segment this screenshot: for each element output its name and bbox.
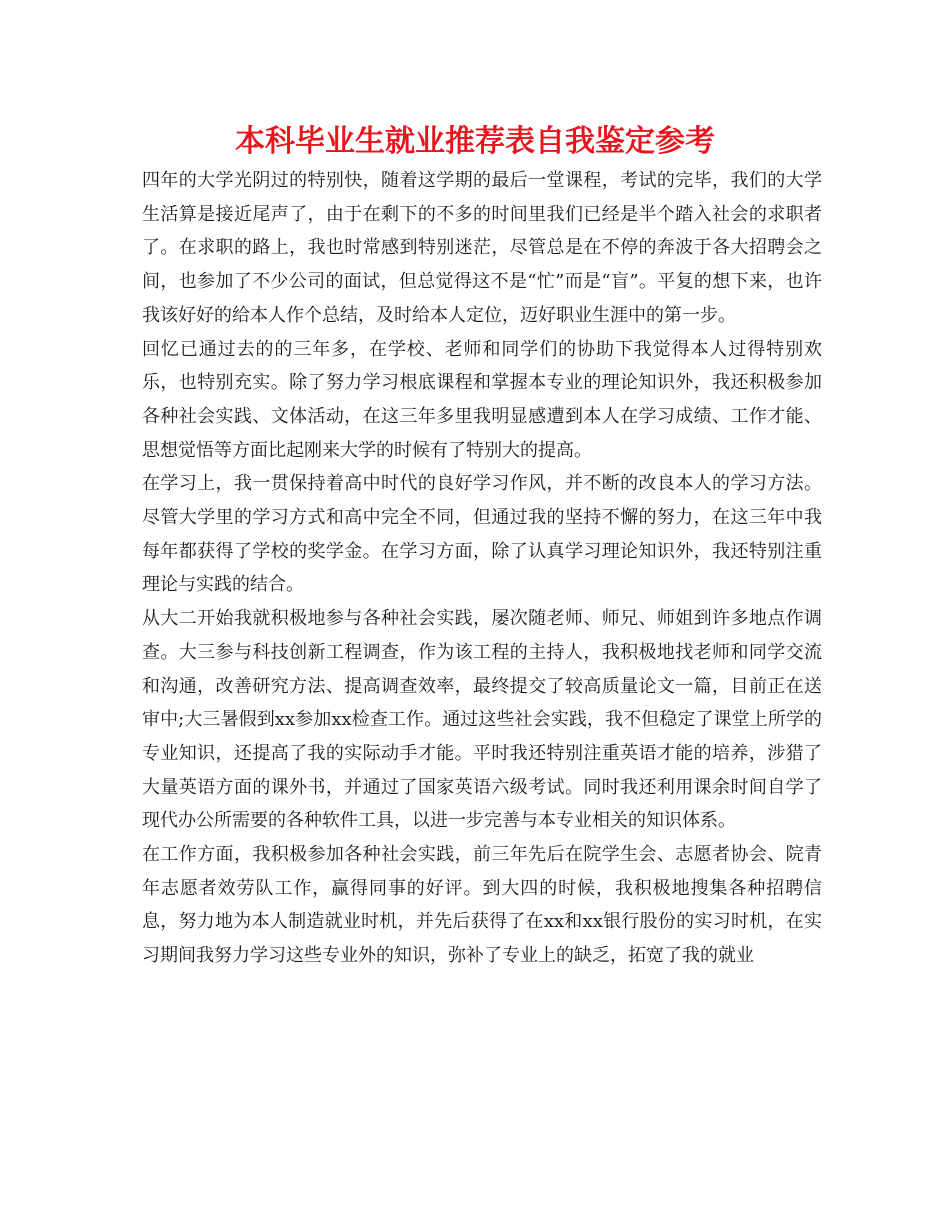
paragraph-4: 从大二开始我就积极地参与各种社会实践，屡次随老师、师兄、师姐到许多地点作调查。大三参与科技创新工程调查，作为该工程的主持人，我积极地找老师和同学交流和沟通，改善研究方法、提高调查效率，最终提交了较高质量论文一篇，目前正在送审中;大三暑假到xx参加xx检查工作。通过这些社会实践，我不但稳定了课堂上所学的专业知识，还提高了我的实际动手才能。平时我还特别注重英语才能的培养，涉猎了大量英语方面的课外书，并通过了国家英语六级考试。同时我还利用课余时间自学了现代办公所需要的各种软件工具，以进一步完善与本专业相关的知识体系。 — [142, 608, 822, 832]
document-body — [142, 164, 822, 973]
document-title: 本科毕业生就业推荐表自我鉴定参考 — [235, 124, 715, 159]
paragraph-5: 在工作方面，我积极参加各种社会实践，前三年先后在院学生会、志愿者协会、院青年志愿者效劳队工作，赢得同事的好评。到大四的时候，我积极地搜集各种招聘信息，努力地为本人制造就业时机，并先后获得了在xx和xx银行股份的实习时机，在实习期间我努力学习这些专业外的知识，弥补了专业上的缺乏，拓宽了我的就业 — [142, 844, 822, 967]
paragraph-3: 在学习上，我一贯保持着高中时代的良好学习作风，并不断的改良本人的学习方法。尽管大学里的学习方式和高中完全不同，但通过我的坚持不懈的努力，在这三年中我每年都获得了学校的奖学金。在学习方面，除了认真学习理论知识外，我还特别注重理论与实践的结合。 — [142, 473, 822, 596]
paragraph-1: 四年的大学光阴过的特别快，随着这学期的最后一堂课程，考试的完毕，我们的大学生活算是接近尾声了，由于在剩下的不多的时间里我们已经是半个踏入社会的求职者了。在求职的路上，我也时常感到特别迷茫，尽管总是在不停的奔波于各大招聘会之间，也参加了不少公司的面试，但总觉得这不是“忙”而是“盲”。平复的想下来，也许我该好好的给本人作个总结，及时给本人定位，迈好职业生涯中的第一步。 — [142, 170, 822, 326]
paragraph-2: 回忆已通过去的的三年多，在学校、老师和同学们的协助下我觉得本人过得特别欢乐，也特别充实。除了努力学习根底课程和掌握本专业的理论知识外，我还积极参加各种社会实践、文体活动，在这三年多里我明显感遭到本人在学习成绩、工作才能、思想觉悟等方面比起刚来大学的时候有了特别大的提高。 — [142, 338, 822, 461]
